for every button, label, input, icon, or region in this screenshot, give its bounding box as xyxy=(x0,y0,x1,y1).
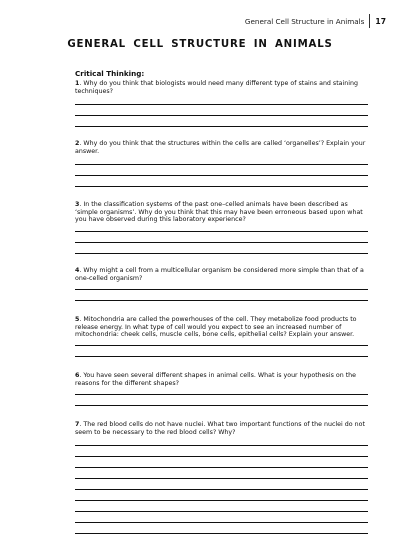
answer-line[interactable] xyxy=(75,253,368,254)
question-number: 3 xyxy=(75,201,80,208)
question-text xyxy=(75,267,368,282)
answer-line[interactable] xyxy=(75,478,368,479)
question-text xyxy=(75,80,368,95)
header-divider xyxy=(369,14,370,28)
question-number: 5 xyxy=(75,316,80,323)
page-number: 17 xyxy=(375,16,386,26)
question-2 xyxy=(75,140,368,155)
question-number: 4 xyxy=(75,267,80,274)
answer-line[interactable] xyxy=(75,175,368,176)
answer-line[interactable] xyxy=(75,405,368,406)
question-number: 2 xyxy=(75,140,80,147)
question-number: 6 xyxy=(75,372,80,379)
answer-line[interactable] xyxy=(75,345,368,346)
question-text xyxy=(75,421,368,436)
question-body: . In the classification systems of the past one–celled animals have been described as ‘simple organisms’. Why do you think that this may have been erroneous based upon what you have observed during this laboratory experience? xyxy=(75,201,363,224)
answer-line[interactable] xyxy=(75,164,368,165)
running-header xyxy=(245,14,386,28)
answer-line[interactable] xyxy=(75,115,368,116)
question-body: . The red blood cells do not have nuclei. What two important functions of the nuclei do not seem to be necessary to the red blood cells? Why? xyxy=(75,421,365,436)
answer-line[interactable] xyxy=(75,511,368,512)
question-text xyxy=(75,372,368,387)
answer-line[interactable] xyxy=(75,242,368,243)
question-1 xyxy=(75,80,368,95)
answer-line[interactable] xyxy=(75,186,368,187)
answer-line[interactable] xyxy=(75,445,368,446)
question-number: 1 xyxy=(75,80,80,87)
question-body: . Why do you think that biologists would need many different type of stains and staining techniques? xyxy=(75,80,359,95)
page-title: GENERAL CELL STRUCTURE IN ANIMALS xyxy=(67,39,333,50)
section-heading: Critical Thinking: xyxy=(75,69,145,78)
question-4 xyxy=(75,267,368,282)
question-3 xyxy=(75,201,368,224)
answer-line[interactable] xyxy=(75,300,368,301)
question-body: . Mitochondria are called the powerhouses of the cell. They metabolize food products to release energy. In what type of cell would you expect to see an increased number of mitochondria: cheek cells, muscle cells, bone cells, epithelial cells? Explain your answer. xyxy=(75,316,357,339)
answer-line[interactable] xyxy=(75,356,368,357)
running-header-title: General Cell Structure in Animals xyxy=(244,16,365,26)
question-text xyxy=(75,316,368,339)
question-7 xyxy=(75,421,368,436)
answer-line[interactable] xyxy=(75,104,368,105)
question-body: . Why do you think that the structures within the cells are called ‘organelles’? Explain your answer. xyxy=(75,140,366,155)
answer-line[interactable] xyxy=(75,533,368,534)
question-text xyxy=(75,201,368,224)
answer-line[interactable] xyxy=(75,126,368,127)
answer-line[interactable] xyxy=(75,467,368,468)
answer-line[interactable] xyxy=(75,394,368,395)
question-number: 7 xyxy=(75,421,80,428)
question-6 xyxy=(75,372,368,387)
answer-line[interactable] xyxy=(75,231,368,232)
answer-line[interactable] xyxy=(75,489,368,490)
answer-line[interactable] xyxy=(75,500,368,501)
question-5 xyxy=(75,316,368,339)
question-text xyxy=(75,140,368,155)
question-body: . Why might a cell from a multicellular organism be considered more simple than that of a one-celled organism? xyxy=(75,267,364,282)
answer-line[interactable] xyxy=(75,289,368,290)
question-body: . You have seen several different shapes in animal cells. What is your hypothesis on the reasons for the different shapes? xyxy=(75,372,357,387)
answer-line[interactable] xyxy=(75,522,368,523)
answer-line[interactable] xyxy=(75,456,368,457)
